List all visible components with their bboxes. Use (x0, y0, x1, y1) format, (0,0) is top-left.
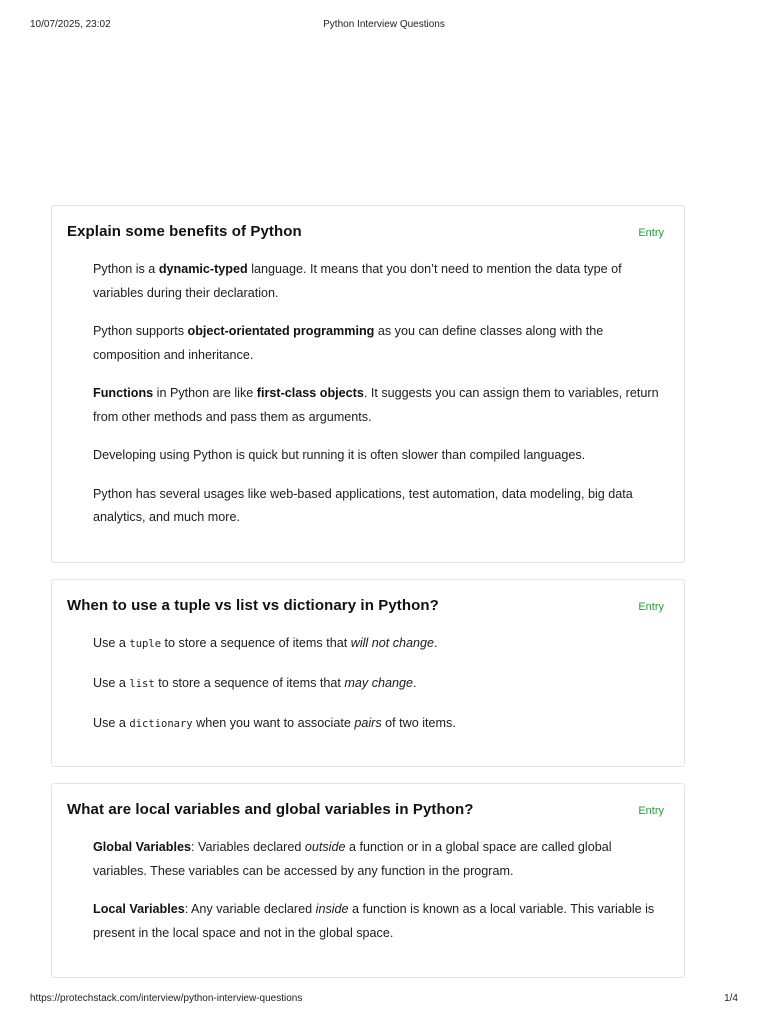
answer-paragraph (93, 444, 662, 468)
text-run: Developing using Python is quick but running it is often slower than compiled languages. (93, 448, 586, 462)
bold-term: Global Variables (93, 840, 191, 854)
bold-term: object-orientated programming (187, 324, 375, 338)
text-run: as you can define classes along with the composition and inheritance. (93, 324, 604, 362)
answer-paragraph (93, 672, 662, 697)
text-run: Use a (93, 716, 130, 730)
bold-term: Local Variables (93, 902, 185, 916)
text-run: : Variables declared (191, 840, 305, 854)
text-run: when you want to associate (192, 716, 355, 730)
inline-code: list (129, 678, 155, 690)
text-run: Python is a (93, 262, 159, 276)
text-run: language. It means that you don’t need to mention the data type of variables during their declaration. (93, 262, 622, 300)
difficulty-badge: Entry (638, 227, 664, 239)
text-run: Use a (93, 676, 130, 690)
bold-term: Functions (93, 386, 154, 400)
difficulty-badge: Entry (638, 601, 664, 613)
print-page-title: Python Interview Questions (323, 19, 445, 30)
answer-body (52, 632, 684, 737)
answer-body (52, 258, 684, 530)
text-run: Use a (93, 636, 130, 650)
text-run: Python has several usages like web-based applications, test automation, data modeling, big data analytics, and much more. (93, 486, 633, 524)
answer-paragraph (93, 483, 662, 530)
text-run: : Any variable declared (184, 902, 316, 916)
answer-paragraph (93, 836, 662, 883)
text-run: of two items. (381, 716, 456, 730)
text-run: . It suggests you can assign them to variables, return from other methods and pass them as arguments. (93, 386, 659, 424)
question-card-python-benefits (51, 205, 685, 563)
question-card-tuple-list-dict (51, 579, 685, 767)
text-run: a function or in a global space are called global variables. These variables can be accessed by any function in the program. (93, 840, 612, 878)
bold-term: first-class objects (256, 386, 364, 400)
inline-code: tuple (129, 638, 162, 650)
inline-code: dictionary (129, 718, 193, 730)
answer-body (52, 836, 684, 945)
answer-paragraph (93, 320, 662, 367)
text-run: . (434, 636, 438, 650)
difficulty-badge: Entry (638, 805, 664, 817)
emphasis-term: may change (344, 676, 414, 690)
answer-paragraph (93, 898, 662, 945)
question-title: When to use a tuple vs list vs dictionary in Python? (67, 597, 439, 614)
question-title: What are local variables and global variables in Python? (67, 801, 474, 818)
question-header (52, 580, 684, 632)
question-header (52, 206, 684, 258)
bold-term: dynamic-typed (158, 262, 248, 276)
print-footer (30, 993, 738, 1007)
question-header (52, 784, 684, 836)
print-url: https://protechstack.com/interview/python-interview-questions (30, 993, 303, 1004)
emphasis-term: outside (304, 840, 346, 854)
text-run: . (413, 676, 417, 690)
text-run: Python supports (93, 324, 188, 338)
emphasis-term: will not change (350, 636, 435, 650)
answer-paragraph (93, 382, 662, 429)
print-datetime: 10/07/2025, 23:02 (30, 19, 111, 30)
emphasis-term: inside (315, 902, 349, 916)
print-page-number: 1/4 (724, 993, 738, 1004)
question-card-local-global-variables (51, 783, 685, 978)
text-run: to store a sequence of items that (161, 636, 351, 650)
answer-paragraph (93, 712, 662, 737)
answer-paragraph (93, 258, 662, 305)
print-header (30, 19, 738, 33)
text-run: to store a sequence of items that (154, 676, 345, 690)
question-title: Explain some benefits of Python (67, 223, 302, 240)
text-run: in Python are like (153, 386, 257, 400)
text-run: a function is known as a local variable. This variable is present in the local space and not in the global space. (93, 902, 655, 940)
emphasis-term: pairs (354, 716, 382, 730)
answer-paragraph (93, 632, 662, 657)
